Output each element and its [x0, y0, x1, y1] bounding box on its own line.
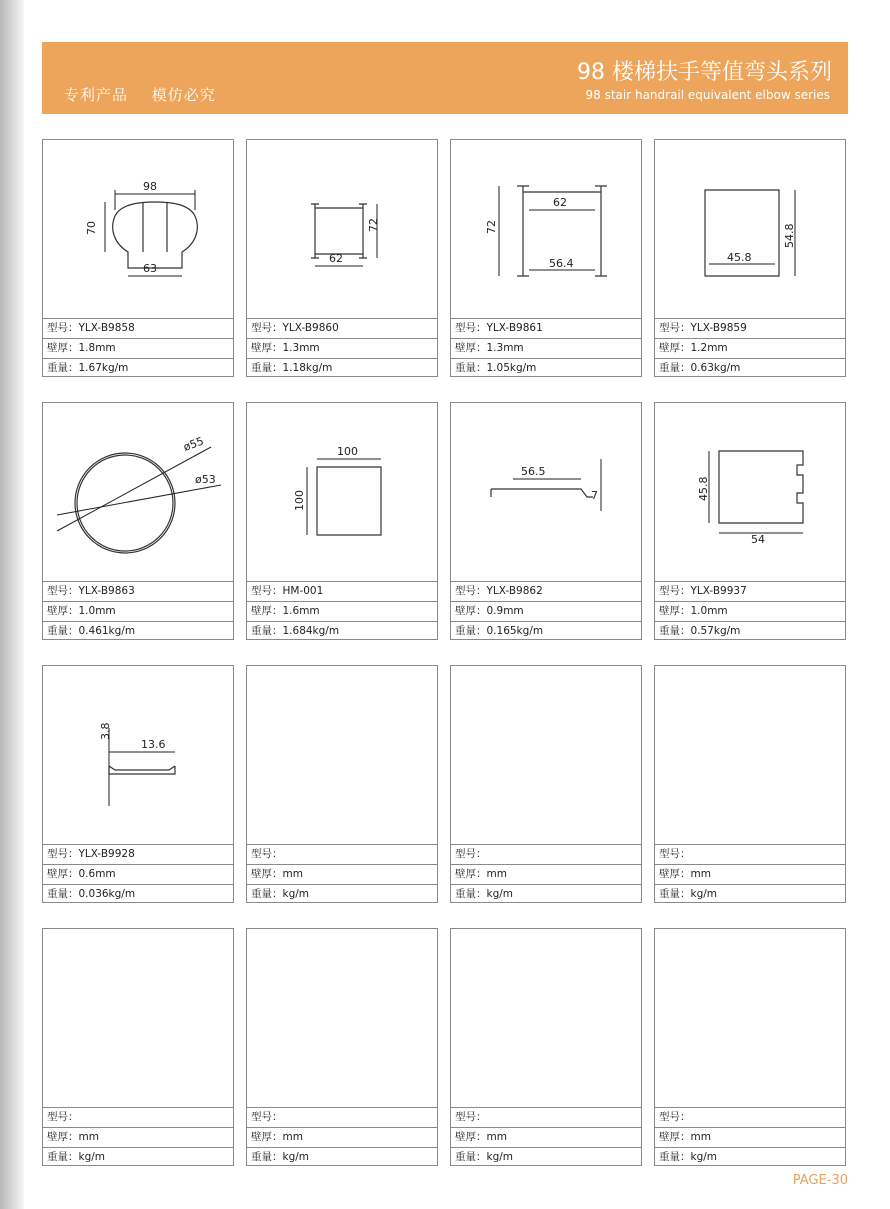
weight-row: 重量：0.57kg/m: [655, 621, 845, 641]
model-row: 型号：: [247, 844, 437, 864]
product-card: [654, 402, 846, 640]
dim-label: 62: [329, 252, 343, 265]
weight-value: 0.57kg/m: [690, 625, 741, 637]
model-value: YLX-B9862: [486, 585, 543, 597]
profile-drawing-hm001: [247, 403, 437, 581]
model-row: 型号：: [655, 844, 845, 864]
weight-value: 1.05kg/m: [486, 362, 537, 374]
thickness-row: 壁厚：mm: [247, 864, 437, 884]
product-card: [246, 928, 438, 1166]
weight-value: 1.684kg/m: [282, 625, 340, 637]
weight-row: 重量：1.684kg/m: [247, 621, 437, 641]
model-value: HM-001: [282, 585, 324, 597]
model-value: YLX-B9863: [78, 585, 135, 597]
weight-row: 重量：kg/m: [247, 1147, 437, 1167]
weight-value: 0.036kg/m: [78, 888, 136, 900]
weight-value: kg/m: [486, 1151, 514, 1163]
weight-value: 1.67kg/m: [78, 362, 129, 374]
product-card: [246, 139, 438, 377]
thickness-row: 壁厚：1.3mm: [247, 338, 437, 358]
profile-drawing-b9928: [43, 666, 233, 844]
weight-value: kg/m: [282, 888, 310, 900]
product-card: [42, 402, 234, 640]
thickness-value: 1.2mm: [690, 342, 728, 354]
profile-drawing-b9937: [655, 403, 845, 581]
page-title-cn: 98 楼梯扶手等值弯头系列: [577, 60, 832, 85]
dim-label: 72: [367, 218, 380, 232]
thickness-value: mm: [486, 1131, 507, 1143]
thickness-row: 壁厚：mm: [655, 1127, 845, 1147]
thickness-value: 0.9mm: [486, 605, 524, 617]
thickness-row: 壁厚：mm: [43, 1127, 233, 1147]
imitation-tag: 模仿必究: [151, 86, 216, 104]
dim-label: 98: [143, 180, 157, 193]
dim-label: 54.8: [783, 223, 796, 248]
product-card: [654, 139, 846, 377]
thickness-row: 壁厚：1.3mm: [451, 338, 641, 358]
model-row: 型号：: [247, 1107, 437, 1127]
weight-row: 重量：1.18kg/m: [247, 358, 437, 378]
dim-label: 45.8: [727, 251, 752, 264]
product-card: [246, 665, 438, 903]
weight-value: kg/m: [78, 1151, 106, 1163]
dim-label: 62: [553, 196, 567, 209]
thickness-row: 壁厚：0.6mm: [43, 864, 233, 884]
product-card: [246, 402, 438, 640]
model-row: 型号：YLX-B9937: [655, 581, 845, 601]
profile-drawing-b9859: [655, 140, 845, 318]
weight-value: kg/m: [282, 1151, 310, 1163]
dim-label: 54: [751, 533, 765, 546]
model-row: 型号：YLX-B9861: [451, 318, 641, 338]
model-row: 型号：: [451, 1107, 641, 1127]
weight-row: 重量：kg/m: [655, 1147, 845, 1167]
thickness-row: 壁厚：1.2mm: [655, 338, 845, 358]
thickness-row: 壁厚：1.0mm: [655, 601, 845, 621]
banner-tags: [64, 84, 234, 105]
weight-value: kg/m: [486, 888, 514, 900]
thickness-row: 壁厚：1.6mm: [247, 601, 437, 621]
weight-row: 重量：kg/m: [247, 884, 437, 904]
profile-drawing-b9862: [451, 403, 641, 581]
weight-value: 0.165kg/m: [486, 625, 544, 637]
model-row: 型号：YLX-B9858: [43, 318, 233, 338]
model-row: 型号：: [655, 1107, 845, 1127]
model-value: YLX-B9937: [690, 585, 747, 597]
model-value: YLX-B9928: [78, 848, 135, 860]
thickness-row: 壁厚：mm: [655, 864, 845, 884]
thickness-value: mm: [486, 868, 507, 880]
dim-label: 100: [337, 445, 358, 458]
product-card: [42, 928, 234, 1166]
thickness-value: mm: [690, 868, 711, 880]
thickness-row: 壁厚：1.0mm: [43, 601, 233, 621]
product-card: [450, 665, 642, 903]
dim-label: ø53: [195, 473, 216, 486]
product-card: [654, 928, 846, 1166]
thickness-value: 1.3mm: [486, 342, 524, 354]
dim-label: 3.8: [99, 722, 112, 740]
model-value: YLX-B9859: [690, 322, 747, 334]
weight-value: 0.461kg/m: [78, 625, 136, 637]
dim-label: 56.5: [521, 465, 546, 478]
dim-label: 72: [485, 220, 498, 234]
dim-label: 7: [591, 489, 598, 502]
product-card: [450, 139, 642, 377]
weight-row: 重量：1.05kg/m: [451, 358, 641, 378]
model-value: YLX-B9858: [78, 322, 135, 334]
weight-row: 重量：0.63kg/m: [655, 358, 845, 378]
page-number: PAGE-30: [792, 1173, 848, 1188]
model-row: 型号：YLX-B9862: [451, 581, 641, 601]
weight-value: 0.63kg/m: [690, 362, 741, 374]
thickness-row: 壁厚：1.8mm: [43, 338, 233, 358]
weight-value: kg/m: [690, 1151, 718, 1163]
model-row: 型号：: [451, 844, 641, 864]
weight-value: kg/m: [690, 888, 718, 900]
weight-row: 重量：0.036kg/m: [43, 884, 233, 904]
product-card: [654, 665, 846, 903]
profile-drawing-b9858: [43, 140, 233, 318]
thickness-value: 1.6mm: [282, 605, 320, 617]
weight-row: 重量：kg/m: [451, 884, 641, 904]
model-row: 型号：YLX-B9863: [43, 581, 233, 601]
weight-row: 重量：0.165kg/m: [451, 621, 641, 641]
model-value: YLX-B9861: [486, 322, 543, 334]
dim-label: 100: [293, 490, 306, 511]
thickness-value: mm: [78, 1131, 99, 1143]
product-card: [42, 139, 234, 377]
thickness-row: 壁厚：mm: [451, 864, 641, 884]
product-card: [450, 928, 642, 1166]
thickness-value: 1.3mm: [282, 342, 320, 354]
model-row: 型号：: [43, 1107, 233, 1127]
thickness-value: mm: [690, 1131, 711, 1143]
thickness-row: 壁厚：mm: [247, 1127, 437, 1147]
thickness-value: mm: [282, 1131, 303, 1143]
header-banner: [42, 42, 848, 114]
book-spine-shadow: [0, 0, 24, 1209]
patent-tag: 专利产品: [64, 86, 129, 104]
dim-label: 45.8: [697, 476, 710, 501]
weight-row: 重量：1.67kg/m: [43, 358, 233, 378]
profile-drawing-b9861: [451, 140, 641, 318]
profile-drawing-b9863: [43, 403, 233, 581]
thickness-row: 壁厚：0.9mm: [451, 601, 641, 621]
model-row: 型号：YLX-B9859: [655, 318, 845, 338]
thickness-value: 1.0mm: [78, 605, 116, 617]
thickness-row: 壁厚：mm: [451, 1127, 641, 1147]
page-title-en: 98 stair handrail equivalent elbow series: [585, 88, 830, 102]
thickness-value: 0.6mm: [78, 868, 116, 880]
model-row: 型号：YLX-B9928: [43, 844, 233, 864]
thickness-value: 1.8mm: [78, 342, 116, 354]
thickness-value: 1.0mm: [690, 605, 728, 617]
thickness-value: mm: [282, 868, 303, 880]
dim-label: ø55: [181, 434, 206, 454]
dim-label: 56.4: [549, 257, 574, 270]
weight-row: 重量：0.461kg/m: [43, 621, 233, 641]
weight-value: 1.18kg/m: [282, 362, 333, 374]
dim-label: 70: [85, 221, 98, 235]
weight-row: 重量：kg/m: [655, 884, 845, 904]
product-card: [450, 402, 642, 640]
model-row: 型号：HM-001: [247, 581, 437, 601]
model-row: 型号：YLX-B9860: [247, 318, 437, 338]
dim-label: 13.6: [141, 738, 166, 751]
product-card: [42, 665, 234, 903]
profile-drawing-b9860: [247, 140, 437, 318]
model-value: YLX-B9860: [282, 322, 339, 334]
dim-label: 63: [143, 262, 157, 275]
weight-row: 重量：kg/m: [43, 1147, 233, 1167]
weight-row: 重量：kg/m: [451, 1147, 641, 1167]
